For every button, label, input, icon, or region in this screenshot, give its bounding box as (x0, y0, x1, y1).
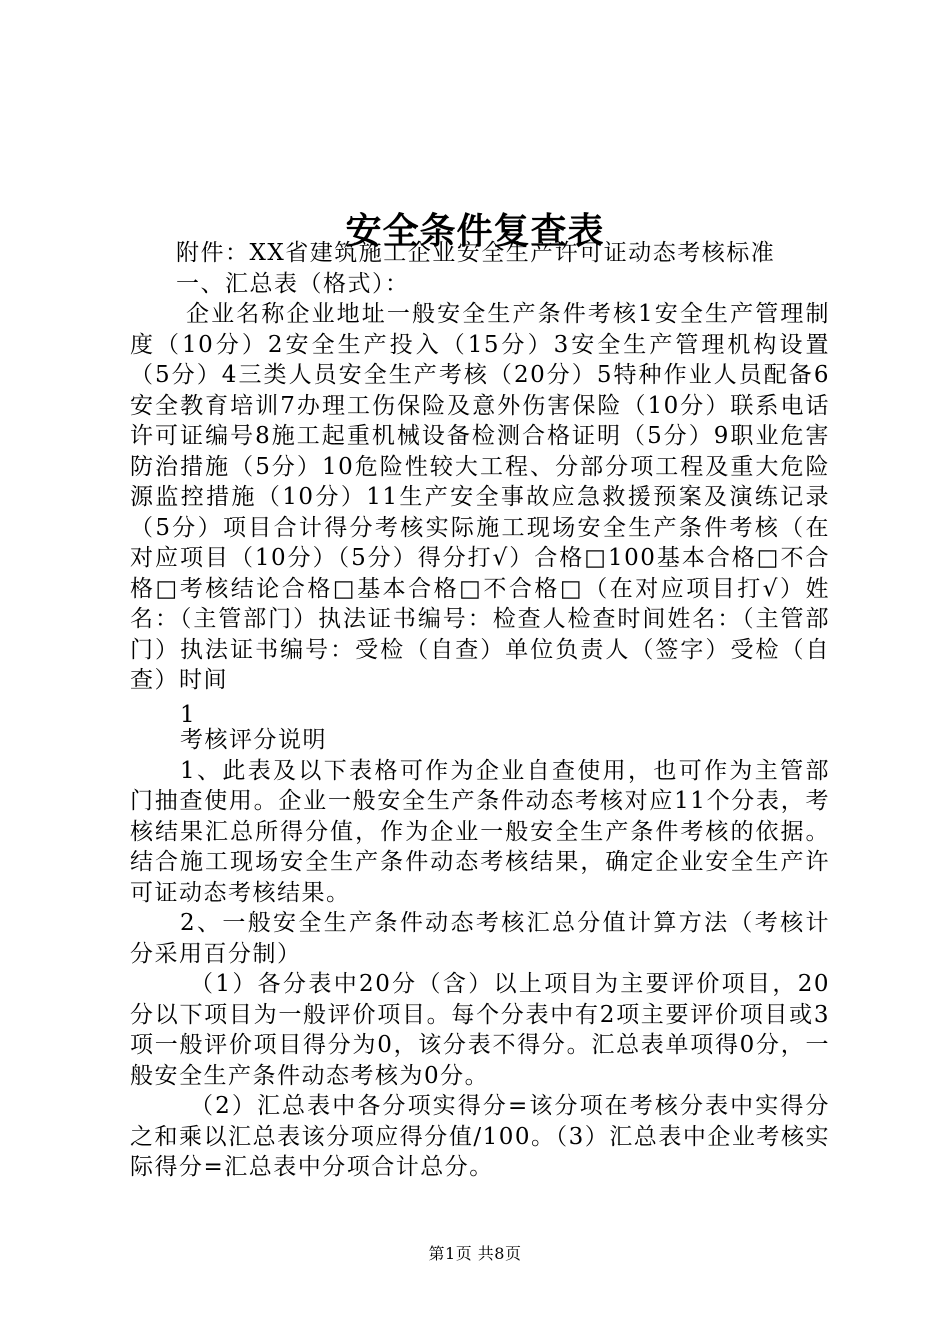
inline-page-number: 1 (180, 701, 197, 728)
document-title: 安全条件复查表 (345, 210, 605, 253)
scoring-section (130, 725, 830, 1183)
summary-table-text: 企业名称企业地址一般安全生产条件考核1安全生产管理制度（10分）2安全生产投入（15分）3安全生产管理机构设置（5分）4三类人员安全生产考核（20分）5特种作业人员配备6安全教育培训7办理工伤保险及意外伤害保险（10分）联系电话许可证编号8施工起重机械设备检测合格证明（5分）9职业危害防治措施（5分）10危险性较大工程、分部分项工程及重大危险源监控措施（10分）11生产安全事故应急救援预案及演练记录（5分）项目合计得分考核实际施工现场安全生产条件考核（在对应项目（10分）（5分）得分打√）合格□100基本合格□不合格□考核结论合格□基本合格□不合格□（在对应项目打√）姓名：（主管部门）执法证书编号：检查人检查时间姓名：（主管部门）执法证书编号：受检（自查）单位负责人（签字）受检（自查）时间 (130, 301, 830, 693)
section-heading: 一、汇总表（格式）： (176, 270, 410, 297)
scoring-item-1: 1、此表及以下表格可作为企业自查使用，也可作为主管部门抽查使用。企业一般安全生产条件动态考核对应11个分表，考核结果汇总所得分值，作为企业一般安全生产条件考核的依据。结合施工现场安全生产条件动态考核结果，确定企业安全生产许可证动态考核结果。 (130, 757, 830, 906)
page-footer: 第1页 共8页 (428, 1244, 522, 1263)
scoring-heading: 考核评分说明 (180, 727, 327, 753)
scoring-item-2: 2、一般安全生产条件动态考核汇总分值计算方法（考核计分采用百分制） (130, 910, 830, 967)
scoring-item-2-1: （1）各分表中20分（含）以上项目为主要评价项目，20分以下项目为一般评价项目。每个分表中有2项主要评价项目或3项一般评价项目得分为0，该分表不得分。汇总表单项得0分，一般安全生产条件动态考核为0分。 (130, 971, 830, 1089)
intro-section (130, 238, 830, 730)
attachment-line: 附件：XX省建筑施工企业安全生产许可证动态考核标准 (176, 240, 776, 266)
scoring-item-2-2-3: （2）汇总表中各分项实得分=该分项在考核分表中实得分之和乘以汇总表该分项应得分值/100。（3）汇总表中企业考核实际得分=汇总表中分项合计总分。 (130, 1093, 830, 1180)
